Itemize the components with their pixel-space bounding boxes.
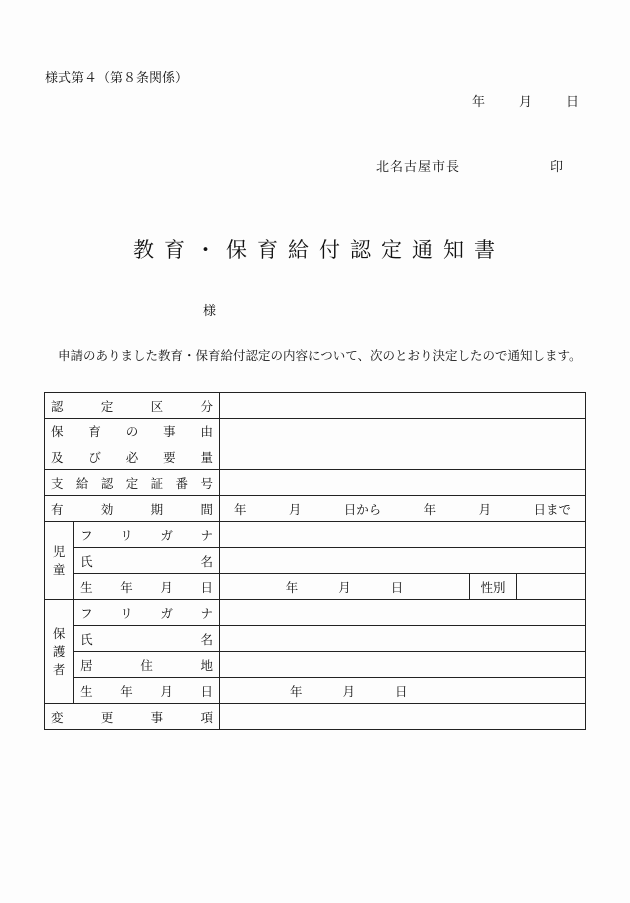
child-name-value[interactable]: [220, 548, 586, 574]
table-row: [45, 470, 586, 496]
child-furigana-label: フ リ ガ ナ: [80, 527, 213, 543]
date-day: 日: [566, 95, 580, 110]
reason-value[interactable]: [220, 419, 586, 470]
changes-label: 変 更 事 項: [51, 709, 213, 725]
table-row: [45, 704, 586, 730]
reason-label-line1: 保 育 の 事 由: [51, 424, 213, 439]
table-row: [45, 574, 586, 600]
guardian-address-label: 居 住 地: [80, 657, 213, 673]
cert-number-value[interactable]: [220, 470, 586, 496]
cert-number-label: 支 給 認 定 証 番 号: [51, 475, 213, 491]
seal-mark: 印: [550, 160, 564, 175]
form-number: 様式第４（第８条関係）: [45, 71, 189, 86]
guardian-birthdate-value[interactable]: 年 月 日: [290, 683, 408, 699]
guardian-birthdate-label: 生 年 月 日: [80, 683, 213, 699]
child-birthdate-value[interactable]: 年 月 日: [285, 579, 404, 595]
table-row: [45, 652, 586, 678]
document-title: 教育・保育給付認定通知書: [133, 238, 505, 262]
validity-value[interactable]: 年 月 日から 年 月 日まで: [234, 501, 571, 517]
sex-label: 性別: [470, 574, 517, 600]
validity-label: 有 効 期 間: [51, 501, 213, 517]
table-row: [45, 548, 586, 574]
table-row: [45, 496, 586, 522]
table-row: [45, 393, 586, 419]
guardian-label: 保護者: [45, 600, 74, 704]
child-furigana-value[interactable]: [220, 522, 586, 548]
guardian-furigana-value[interactable]: [220, 600, 586, 626]
certification-category-value[interactable]: [220, 393, 586, 419]
certification-category-label: 認 定 区 分: [51, 398, 213, 414]
guardian-name-label: 氏 名: [80, 631, 213, 647]
table-row: [45, 600, 586, 626]
table-row: [45, 522, 586, 548]
date-month: 月: [519, 95, 533, 110]
addressee: 様: [203, 304, 217, 319]
table-row: [45, 419, 586, 470]
sex-value[interactable]: [517, 574, 586, 600]
guardian-furigana-label: フ リ ガ ナ: [80, 605, 213, 621]
child-name-label: 氏 名: [80, 553, 213, 569]
changes-value[interactable]: [220, 704, 586, 730]
table-row: [45, 678, 586, 704]
issuer: 北名古屋市長: [376, 160, 461, 175]
date-line: [472, 91, 579, 110]
table-row: [45, 626, 586, 652]
guardian-name-value[interactable]: [220, 626, 586, 652]
child-birthdate-label: 生 年 月 日: [80, 579, 213, 595]
certification-table: [44, 392, 586, 730]
date-year: 年: [472, 95, 486, 110]
guardian-address-value[interactable]: [220, 652, 586, 678]
body-text: 申請のありました教育・保育給付認定の内容について、次のとおり決定したので通知します。: [58, 348, 582, 363]
child-label: 児童: [45, 522, 74, 600]
reason-label-line2: 及 び 必 要 量: [51, 450, 213, 465]
